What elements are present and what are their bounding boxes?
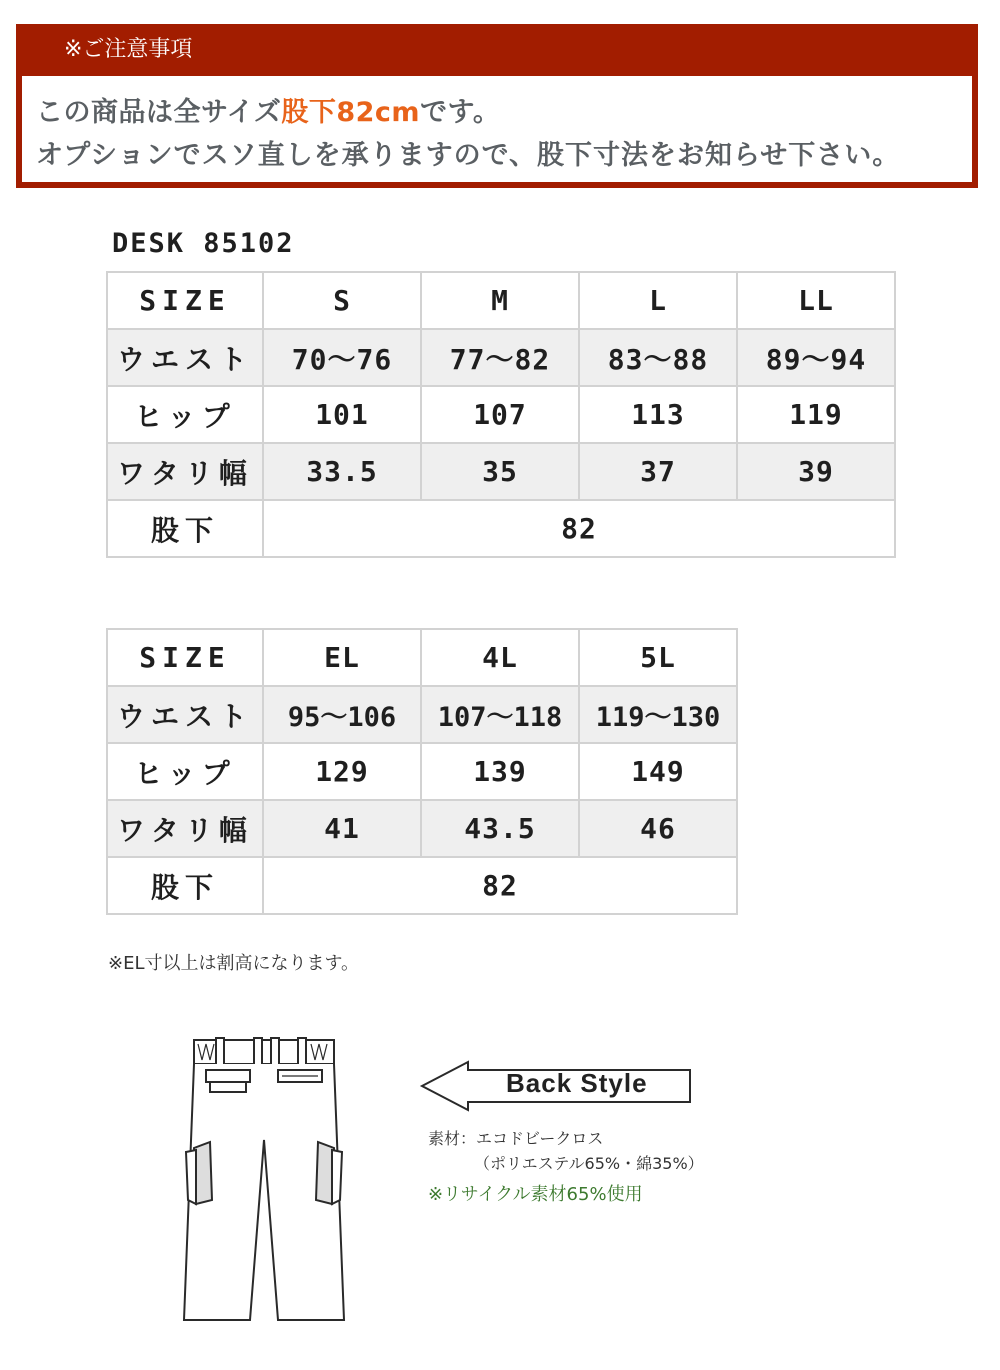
table-cell: 83〜88 — [579, 329, 737, 386]
row-label-thigh: ワタリ幅 — [107, 443, 263, 500]
size-header-cell: LL — [737, 272, 895, 329]
size-table-1 — [106, 271, 896, 558]
table-row — [107, 386, 895, 443]
table-cell: 43.5 — [421, 800, 579, 857]
table-row — [107, 686, 737, 743]
table-row — [107, 500, 895, 557]
notice-line-2: オプションでスソ直しを承りますので、股下寸法をお知らせ下さい。 — [36, 140, 901, 171]
size-table-2 — [106, 628, 738, 915]
inseam-highlight: 股下82cm — [281, 97, 421, 128]
table-row — [107, 272, 895, 329]
row-label-hip: ヒップ — [107, 743, 263, 800]
table-cell: 33.5 — [263, 443, 421, 500]
table-row — [107, 743, 737, 800]
table-row — [107, 329, 895, 386]
size-header-cell: 4L — [421, 629, 579, 686]
size-header-cell: L — [579, 272, 737, 329]
pants-back-illustration — [176, 1030, 356, 1330]
size-header-cell: S — [263, 272, 421, 329]
table-cell: 95〜106 — [263, 686, 421, 743]
table-row — [107, 629, 737, 686]
back-style-label: Back Style — [506, 1068, 648, 1098]
row-label-hip: ヒップ — [107, 386, 263, 443]
table-cell: 129 — [263, 743, 421, 800]
table-cell: 39 — [737, 443, 895, 500]
notice-line-1: この商品は全サイズ股下82cmです。 — [36, 97, 501, 128]
table-cell: 89〜94 — [737, 329, 895, 386]
size-header-label: SIZE — [107, 629, 263, 686]
table-cell: 77〜82 — [421, 329, 579, 386]
row-label-inseam: 股下 — [107, 857, 263, 914]
material-line-1: 素材：エコドビークロス — [428, 1129, 604, 1148]
table-cell: 107〜118 — [421, 686, 579, 743]
row-label-waist: ウエスト — [107, 329, 263, 386]
row-label-inseam: 股下 — [107, 500, 263, 557]
table-cell: 113 — [579, 386, 737, 443]
notice-heading: ※ご注意事項 — [64, 37, 193, 62]
size-header-cell: EL — [263, 629, 421, 686]
table-row — [107, 857, 737, 914]
table-cell: 101 — [263, 386, 421, 443]
table-cell: 119 — [737, 386, 895, 443]
table-row — [107, 800, 737, 857]
table-cell: 46 — [579, 800, 737, 857]
table-row — [107, 443, 895, 500]
table-cell: 119〜130 — [579, 686, 737, 743]
table-cell: 37 — [579, 443, 737, 500]
table-cell: 70〜76 — [263, 329, 421, 386]
table-cell: 35 — [421, 443, 579, 500]
notice-body — [22, 76, 972, 182]
table-cell: 41 — [263, 800, 421, 857]
size-header-label: SIZE — [107, 272, 263, 329]
recycle-note: ※リサイクル素材65%使用 — [428, 1184, 643, 1205]
material-line-2: （ポリエステル65%・綿35%） — [474, 1154, 704, 1173]
size-header-cell: 5L — [579, 629, 737, 686]
large-size-note: ※EL寸以上は割高になります。 — [108, 953, 360, 974]
model-number: DESK 85102 — [112, 228, 295, 259]
table-cell: 107 — [421, 386, 579, 443]
notice-box — [16, 24, 978, 188]
size-header-cell: M — [421, 272, 579, 329]
inseam-value: 82 — [263, 500, 895, 557]
row-label-thigh: ワタリ幅 — [107, 800, 263, 857]
inseam-value: 82 — [263, 857, 737, 914]
table-cell: 139 — [421, 743, 579, 800]
row-label-waist: ウエスト — [107, 686, 263, 743]
table-cell: 149 — [579, 743, 737, 800]
